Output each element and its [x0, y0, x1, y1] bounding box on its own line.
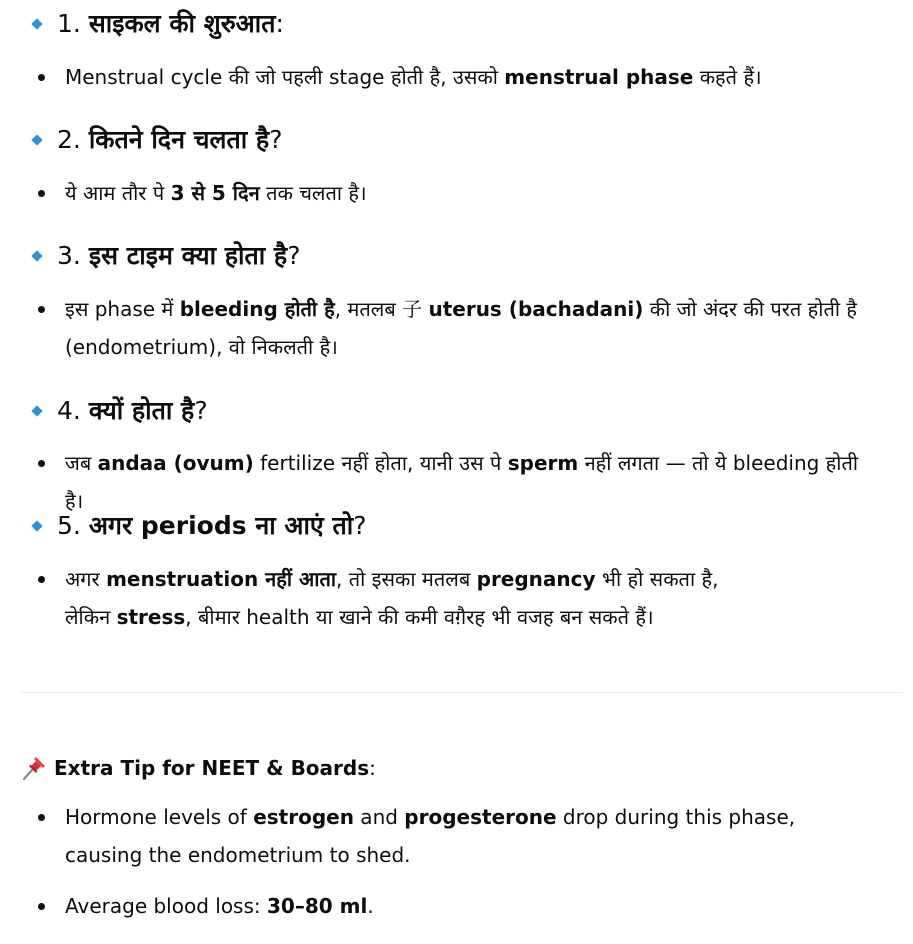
text-run: नहीं लगता — तो ये bleeding होती है।: [65, 451, 859, 513]
bold-run: 3 से 5 दिन: [170, 181, 260, 205]
section-number: 4.: [57, 396, 81, 425]
section-number: 5.: [57, 511, 81, 540]
text-run: Menstrual cycle की जो पहली stage होती है, उसको: [65, 65, 505, 89]
bold-run: menstruation नहीं आता: [106, 567, 337, 591]
text-run: , तो इसका मतलब: [336, 567, 477, 591]
bold-run: uterus (bachadani): [428, 297, 644, 321]
bold-run: bleeding होती है: [179, 297, 335, 321]
section-number: 2.: [57, 125, 81, 154]
text-run: , मतलब 子: [334, 297, 429, 321]
bullet-dot: [38, 814, 45, 821]
section-title-text: इस टाइम क्या होता है: [88, 241, 288, 270]
text-run: Average blood loss:: [65, 894, 267, 918]
bold-run: menstrual phase: [504, 65, 694, 89]
list-item: [38, 560, 868, 636]
text-run: भी हो सकता है,: [595, 567, 719, 591]
bold-run: pregnancy: [476, 567, 596, 591]
section-title: [57, 8, 284, 40]
text-run: इस phase में: [65, 297, 180, 321]
list-item: [38, 444, 868, 520]
bold-run: progesterone: [404, 805, 557, 829]
bullet-text: [65, 174, 868, 212]
text-run: , बीमार health या खाने की कमी वग़ैरह भी वजह बन सकते हैं।: [185, 605, 654, 629]
section-title-suffix: ?: [194, 396, 208, 425]
text-run: drop during this phase, causing the endometrium to shed.: [65, 805, 796, 867]
section-title: [57, 124, 282, 156]
bullet-dot: [38, 306, 45, 313]
section-heading: [30, 240, 300, 272]
extra-tip-title-suffix: :: [369, 756, 376, 780]
bold-run: 30–80 ml: [267, 894, 368, 918]
bullet-text: [65, 887, 868, 925]
text-run: .: [367, 894, 374, 918]
section-title-text: साइकल की शुरुआत: [88, 9, 276, 38]
bullet-text: [65, 560, 868, 636]
text-run: अगर: [65, 567, 107, 591]
section-title-suffix: ?: [353, 511, 367, 540]
text-run: की जो अंदर की परत होती है (endometrium), वो निकलती है।: [65, 297, 858, 359]
bold-run: sperm: [507, 451, 579, 475]
bullet-text: [65, 58, 868, 96]
section-title-text: क्यों होता है: [88, 396, 195, 425]
section-heading: [30, 8, 284, 40]
bold-run: andaa (ovum): [97, 451, 254, 475]
section-title: [57, 510, 366, 542]
bold-run: estrogen: [253, 805, 354, 829]
bullet-text: [65, 798, 868, 874]
pushpin-icon: [20, 754, 48, 782]
text-run: and: [353, 805, 405, 829]
bullet-dot: [38, 460, 45, 467]
bullet-text: [65, 290, 868, 366]
horizontal-divider: [20, 692, 903, 693]
bullet-text: [65, 444, 868, 520]
blue-diamond-icon: [31, 405, 42, 416]
text-run: Hormone levels of: [65, 805, 254, 829]
blue-diamond-icon: [31, 18, 42, 29]
section-title-suffix: ?: [269, 125, 283, 154]
section-heading: [30, 124, 282, 156]
section-title-suffix: ?: [287, 241, 301, 270]
section-title-suffix: :: [275, 9, 284, 38]
text-run: लेकिन: [65, 605, 117, 629]
list-item: [38, 290, 868, 366]
text-run: fertilize नहीं होता, यानी उस पे: [253, 451, 508, 475]
text-run: तक चलता है।: [259, 181, 367, 205]
section-heading: [30, 395, 208, 427]
list-item: [38, 174, 868, 212]
text-run: जब: [65, 451, 98, 475]
text-run: ये आम तौर पे: [65, 181, 171, 205]
section-title-text: कितने दिन चलता है: [88, 125, 270, 154]
blue-diamond-icon: [31, 134, 42, 145]
extra-tip-title: [54, 752, 376, 784]
bullet-dot: [38, 903, 45, 910]
section-heading: [30, 510, 366, 542]
bullet-dot: [38, 576, 45, 583]
section-title: [57, 240, 300, 272]
list-item: [38, 798, 868, 874]
section-number: 3.: [57, 241, 81, 270]
text-run: कहते हैं।: [693, 65, 762, 89]
bold-run: stress: [116, 605, 186, 629]
bullet-dot: [38, 74, 45, 81]
section-title-text: अगर periods ना आएं तो: [88, 511, 354, 540]
extra-tip-heading: [20, 752, 376, 784]
list-item: [38, 58, 868, 96]
bullet-dot: [38, 190, 45, 197]
extra-tip-title-text: Extra Tip for NEET & Boards: [54, 756, 370, 780]
list-item: [38, 887, 868, 925]
section-number: 1.: [57, 9, 81, 38]
blue-diamond-icon: [31, 250, 42, 261]
section-title: [57, 395, 208, 427]
blue-diamond-icon: [31, 520, 42, 531]
